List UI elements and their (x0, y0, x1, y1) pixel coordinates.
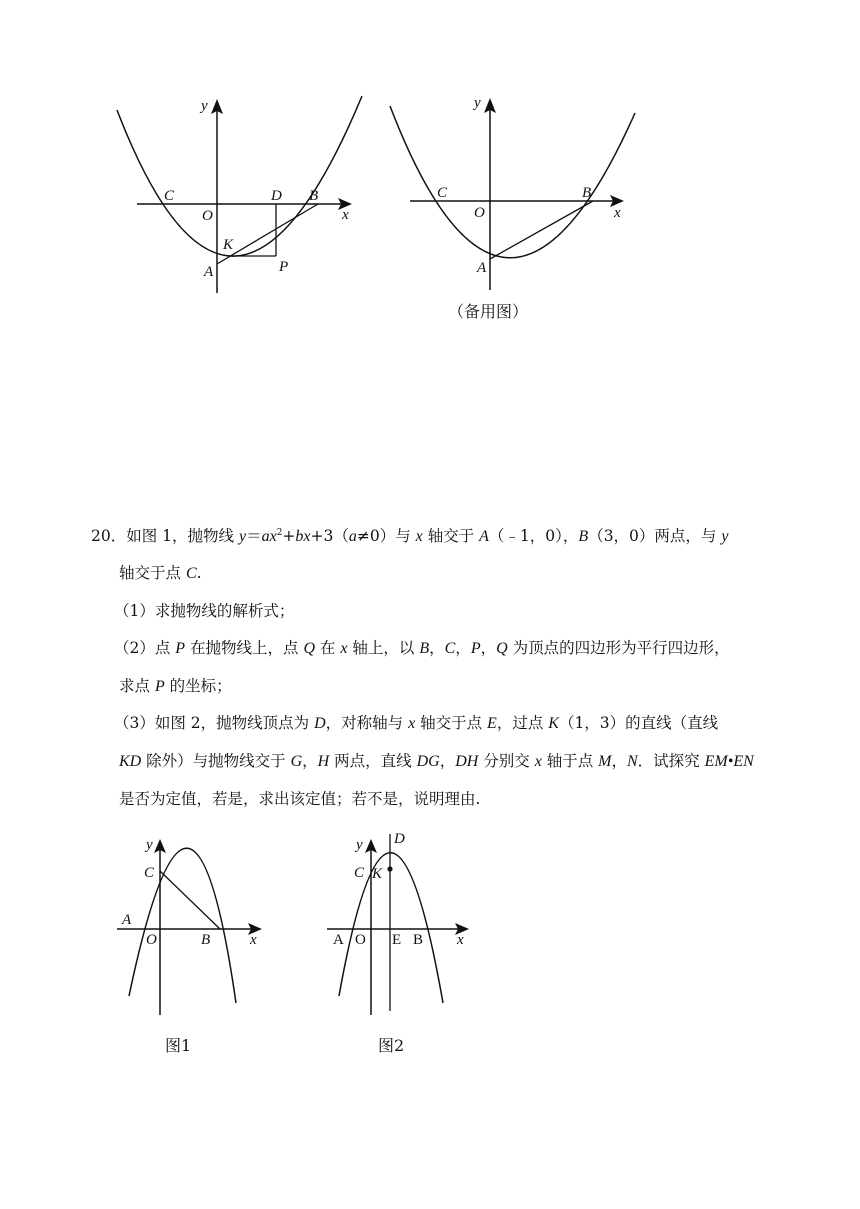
problem-line-2: 轴交于点 C. (119, 564, 202, 582)
label-D: D (271, 188, 282, 204)
label-B: B (413, 932, 424, 948)
parabola (390, 106, 635, 258)
point-K (387, 866, 392, 871)
label-P: P (279, 259, 289, 275)
backup-figure-caption: （备用图） (448, 302, 529, 321)
label-y: y (201, 98, 208, 114)
part-2-line-1: （2）点 P 在抛物线上，点 Q 在 x 轴上，以 B，C，P，Q 为顶点的四边形为平行四边形， (114, 639, 730, 657)
label-y: y (474, 95, 481, 111)
label-C: C (437, 185, 448, 201)
label-O: O (355, 932, 366, 948)
label-A: A (333, 932, 344, 948)
label-O: O (202, 208, 213, 224)
label-A: A (122, 912, 132, 928)
part-3-line-1: （3）如图 2，抛物线顶点为 D，对称轴与 x 轴交于点 E，过点 K（1，3）的直线（直线 (114, 714, 719, 732)
part-3-line-2: KD 除外）与抛物线交于 G，H 两点，直线 DG，DH 分别交 x 轴于点 M，N．试探究 EM•EN (119, 752, 754, 770)
label-E: E (392, 932, 402, 948)
figure-1-caption: 图1 (165, 1036, 192, 1055)
label-D: D (394, 831, 405, 847)
label-C: C (144, 865, 155, 881)
segment-AB (490, 201, 593, 259)
label-y: y (356, 837, 363, 853)
label-K: K (372, 866, 383, 882)
label-O: O (474, 205, 485, 221)
label-A: A (477, 260, 487, 276)
label-y: y (146, 837, 153, 853)
figure-2 (0, 820, 860, 1020)
part-2-line-2: 求点 P 的坐标； (119, 677, 232, 695)
problem-line-1: 20．如图 1，抛物线 $y=ax^2+bx+3(a\ne 0)$与 x 轴交于 A（﹣1，0），B（3，0）两点，与 y (91, 527, 729, 545)
label-x: x (342, 207, 349, 223)
label-C: C (354, 865, 365, 881)
figure-2-caption: 图2 (378, 1036, 405, 1055)
label-x: x (457, 932, 464, 948)
label-B: B (201, 932, 211, 948)
label-x: x (250, 932, 257, 948)
label-B: B (309, 188, 319, 204)
label-B: B (582, 185, 592, 201)
figure-top-right (0, 0, 860, 320)
part-1: （1）求抛物线的解析式； (114, 602, 295, 620)
label-O: O (146, 932, 157, 948)
label-C: C (164, 188, 175, 204)
label-A: A (204, 264, 214, 280)
part-3-line-3: 是否为定值，若是，求出该定值；若不是，说明理由. (119, 790, 481, 808)
label-K: K (223, 237, 234, 253)
label-x: x (614, 205, 621, 221)
